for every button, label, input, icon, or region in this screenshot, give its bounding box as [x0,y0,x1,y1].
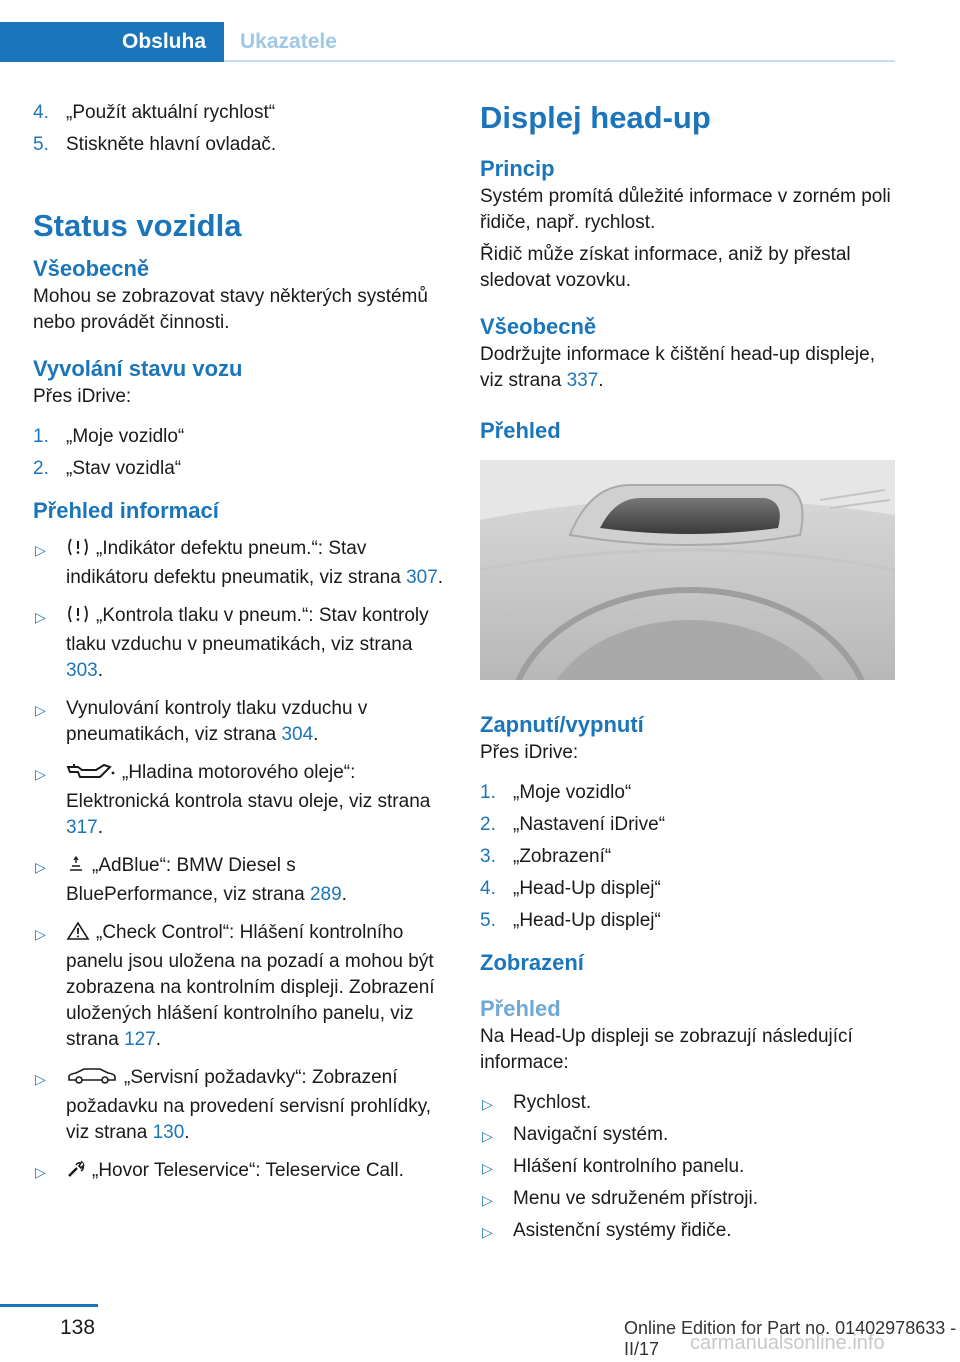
display-bullet-list [480,1090,898,1244]
page-link[interactable]: 307 [406,567,438,588]
bullet-triangle-icon: ▷ [35,702,46,718]
bullet-triangle-icon: ▷ [35,926,46,942]
list-item: ▷ Menu ve sdruženém přístroji. [480,1186,898,1212]
list-item: ▷ „AdBlue“: BMW Diesel s BluePerformance, viz strana 289. [35,855,347,905]
list-item: ▷ Vynulování kontroly tlaku vzduchu v pneumatikách, viz strana 304. [35,698,368,745]
bullet-triangle-icon: ▷ [35,1164,46,1180]
info-bullet-list [33,536,451,1187]
bullet-triangle-icon: ▷ [35,766,46,782]
list-item: 2. „Nastavení iDrive“ [480,814,666,835]
general-text-right: Dodržujte informace k čištění head-up displeje, viz strana 337. [480,344,875,391]
warning-triangle-icon [66,921,90,949]
section-title-status: Status vozidla [33,208,242,243]
bullet-triangle-icon: ▷ [482,1192,493,1208]
list-item: ▷ „Indikátor defektu pneum.“: Stav indikátoru defektu pneumatik, viz strana 307. [35,538,444,588]
heading-principle: Princip [480,156,555,181]
list-item: 5. Stiskněte hlavní ovladač. [33,134,277,155]
general-text: Mohou se zobrazovat stavy některých systémů nebo provádět činnosti. [33,286,428,333]
heading-general-right: Všeobecně [480,314,597,339]
edition-text: Online Edition for Part no. 01402978633 - II/17 [624,1318,957,1359]
list-item: 4. „Head-Up displej“ [480,878,661,899]
tab-underline [224,60,895,62]
adblue-icon [66,854,86,882]
car-service-icon [66,1066,118,1094]
principle-text-2: Řidič může získat informace, aniž by přestal sledovat vozovku. [480,244,851,291]
display-text: Na Head-Up displeji se zobrazují následující informace: [480,1026,853,1073]
bullet-triangle-icon: ▷ [35,542,46,558]
bullet-triangle-icon: ▷ [35,1071,46,1087]
page-link[interactable]: 130 [152,1122,185,1143]
heading-overview: Přehled informací [33,498,219,523]
call-text: Přes iDrive: [33,386,132,407]
page-link[interactable]: 304 [281,724,314,745]
heading-display: Zobrazení [480,950,584,975]
tire-pressure-icon [66,604,90,632]
heading-call: Vyvolání stavu vozu [33,356,243,381]
list-item: ▷ „Hladina motorového oleje“: Elektronická kontrola stavu oleje, viz strana 317. [35,762,431,838]
list-item: 3. „Zobrazení“ [480,846,612,867]
page-link[interactable]: 127 [124,1029,156,1050]
principle-text-1: Systém promítá důležité informace v zorném poli řidiče, např. rychlost. [480,186,891,233]
heading-onoff: Zapnutí/vypnutí [480,712,644,737]
list-item: ▷ Asistenční systémy řidiče. [480,1218,898,1244]
page-link[interactable]: 337 [566,370,599,391]
footer-rule [0,1304,98,1307]
list-item: ▷ Rychlost. [480,1090,898,1116]
list-item: ▷ „Check Control“: Hlášení kontrolního panelu jsou uložena na pozadí a mohou být zobrazena na kontrolním displeji. Zobrazení uložených hlášení kontrolního panelu, viz strana 127. [35,922,435,1050]
list-item: 5. „Head-Up displej“ [480,910,661,931]
page-link[interactable]: 289 [309,884,342,905]
oil-can-icon [66,761,116,789]
onoff-text: Přes iDrive: [480,742,579,763]
heading-general: Všeobecně [33,256,150,281]
list-item: ▷ „Servisní požadavky“: Zobrazení požadavku na provedení servisní prohlídky, viz strana 130. [35,1067,432,1143]
list-item: ▷ Hlášení kontrolního panelu. [480,1154,898,1180]
tire-warning-icon [66,537,90,565]
tab-ukazatele[interactable]: Ukazatele [224,22,895,62]
heading-overview-right: Přehled [480,418,561,443]
onoff-step-list [480,780,898,934]
list-item: ▷ „Kontrola tlaku v pneum.“: Stav kontroly tlaku vzduchu v pneumatikách, viz strana 303. [35,605,429,681]
page-link[interactable]: 317 [66,817,98,838]
list-item: 2. „Stav vozidla“ [33,458,182,479]
left-column [33,100,451,1199]
bullet-triangle-icon: ▷ [35,609,46,625]
list-item: 1. „Moje vozidlo“ [480,782,632,803]
bullet-triangle-icon: ▷ [35,859,46,875]
header-tabs [0,22,895,62]
bullet-triangle-icon: ▷ [482,1160,493,1176]
call-step-list [33,424,451,482]
heading-display-overview: Přehled [480,996,561,1021]
list-item: 1. „Moje vozidlo“ [33,426,185,447]
page-link[interactable]: 303 [66,660,98,681]
bullet-triangle-icon: ▷ [482,1096,493,1112]
headup-display-photo [480,460,895,680]
top-step-list [33,100,451,158]
list-item: 4. „Použít aktuální rychlost“ [33,102,276,123]
bullet-triangle-icon: ▷ [482,1128,493,1144]
tab-obsluha[interactable]: Obsluha [0,22,224,62]
page-number: 138 [60,1316,96,1339]
list-item: ▷ Navigační systém. [480,1122,898,1148]
section-title-headup: Displej head-up [480,100,711,135]
wrench-phone-icon [66,1159,86,1187]
watermark: carmanualsonline.info [690,1332,885,1354]
right-column [480,100,898,1250]
list-item: ▷ „Hovor Teleservice“: Teleservice Call. [33,1158,451,1187]
bullet-triangle-icon: ▷ [482,1224,493,1240]
